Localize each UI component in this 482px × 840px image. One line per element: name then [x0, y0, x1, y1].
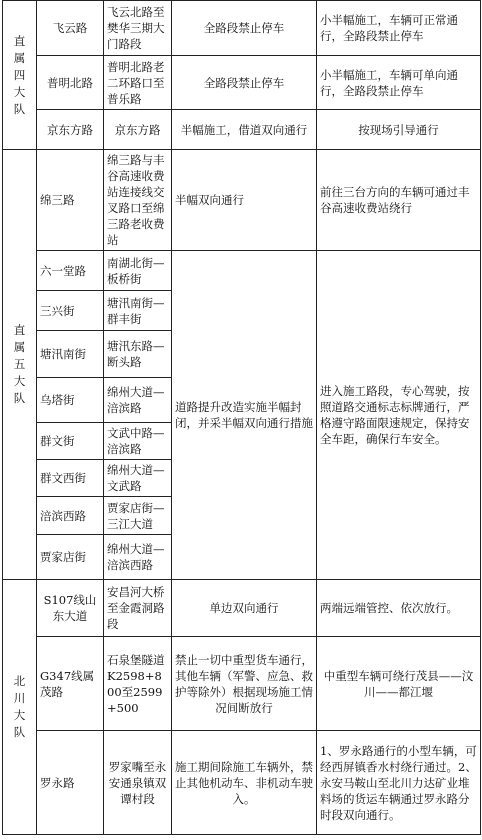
section-cell: 京东方路: [104, 110, 172, 150]
table-row: [3, 731, 481, 835]
squad-label: 直属四大队: [13, 33, 26, 116]
section-cell: 塘汛东路—断头路: [104, 331, 172, 378]
squad-cell: [3, 580, 37, 835]
section-cell: 绵三路与丰谷高速收费站连接线交叉路口至绵三路老收费站: [104, 150, 172, 251]
measure-cell: 全路段禁止停车: [172, 56, 317, 110]
merged-guidance-cell: 进入施工路段，专心驾驶，按照道路交通标志标牌通行，严格遵守路面限速规定，保持安全车距，确保行车安全。: [317, 251, 481, 580]
table-row: [3, 1, 481, 56]
measure-cell: 施工期间除施工车辆外，禁止其他机动车、非机动车驶入。: [172, 731, 317, 835]
road-cell: 群文街: [37, 423, 104, 460]
section-cell: 塘汛南街—群丰街: [104, 291, 172, 331]
road-cell: 普明北路: [37, 56, 104, 110]
road-cell: S107线山东大道: [37, 580, 104, 637]
guidance-cell: 小半幅施工，车辆可正常通行，全路段禁止停车: [317, 1, 481, 56]
section-cell: 文武中路—涪滨路: [104, 423, 172, 460]
guidance-cell: 前往三台方向的车辆可通过丰谷高速收费站绕行: [317, 150, 481, 251]
table-row: [3, 580, 481, 637]
table-row: [3, 637, 481, 731]
guidance-cell: 中重型车辆可绕行茂县——汶川——都江堰: [317, 637, 481, 731]
section-cell: 普明北路老二环路口至普乐路: [104, 56, 172, 110]
road-cell: G347线属茂路: [37, 637, 104, 731]
road-cell: 京东方路: [37, 110, 104, 150]
measure-cell: 半幅双向通行: [172, 150, 317, 251]
measure-cell: 全路段禁止停车: [172, 1, 317, 56]
traffic-control-table: [2, 0, 481, 835]
squad-cell: [3, 150, 37, 580]
section-cell: 南湖北街—板桥街: [104, 251, 172, 291]
guidance-cell: 按现场引导通行: [317, 110, 481, 150]
section-cell: 绵州大道—涪滨西路: [104, 535, 172, 580]
guidance-cell: 小半幅施工，车辆可单向通行，全路段禁止停车: [317, 56, 481, 110]
measure-cell: 单边双向通行: [172, 580, 317, 637]
measure-cell: 禁止一切中重型货车通行，其他车辆（军警、应急、救护等除外）根据现场施工情况间断放行: [172, 637, 317, 731]
road-cell: 涪滨西路: [37, 497, 104, 535]
section-cell: 绵州大道—文武路: [104, 460, 172, 497]
squad-label: 北川大队: [13, 674, 26, 739]
road-cell: 绵三路: [37, 150, 104, 251]
section-cell: 罗家嘴至永安通泉镇双谭村段: [104, 731, 172, 835]
road-cell: 罗永路: [37, 731, 104, 835]
table-row: [3, 150, 481, 251]
section-cell: 安昌河大桥至金霞洞路段: [104, 580, 172, 637]
road-cell: 六一堂路: [37, 251, 104, 291]
road-cell: 群文西街: [37, 460, 104, 497]
table-row: [3, 110, 481, 150]
road-cell: 飞云路: [37, 1, 104, 56]
squad-cell: [3, 1, 37, 150]
guidance-cell: 1、罗永路通行的小型车辆，可经西屏镇香水村绕行通过。2、永安马鞍山至北川力达矿业堆料场的货运车辆通过罗永路分时段双向通行。: [317, 731, 481, 835]
table-row: [3, 251, 481, 291]
road-cell: 贾家店街: [37, 535, 104, 580]
squad-label: 直属五大队: [13, 323, 26, 405]
road-cell: 乌塔街: [37, 378, 104, 423]
guidance-cell: 两端远端管控、依次放行。: [317, 580, 481, 637]
section-cell: 飞云北路至樊华三期大门路段: [104, 1, 172, 56]
section-cell: 石泉堡隧道K2598+800至2599+500: [104, 637, 172, 731]
road-cell: 三兴街: [37, 291, 104, 331]
merged-measure-cell: 道路提升改造实施半幅封闭，并采半幅双向通行措施: [172, 251, 317, 580]
section-cell: 绵州大道—涪滨路: [104, 378, 172, 423]
section-cell: 贾家店街—三江大道: [104, 497, 172, 535]
road-cell: 塘汛南街: [37, 331, 104, 378]
measure-cell: 半幅施工，借道双向通行: [172, 110, 317, 150]
table-row: [3, 56, 481, 110]
